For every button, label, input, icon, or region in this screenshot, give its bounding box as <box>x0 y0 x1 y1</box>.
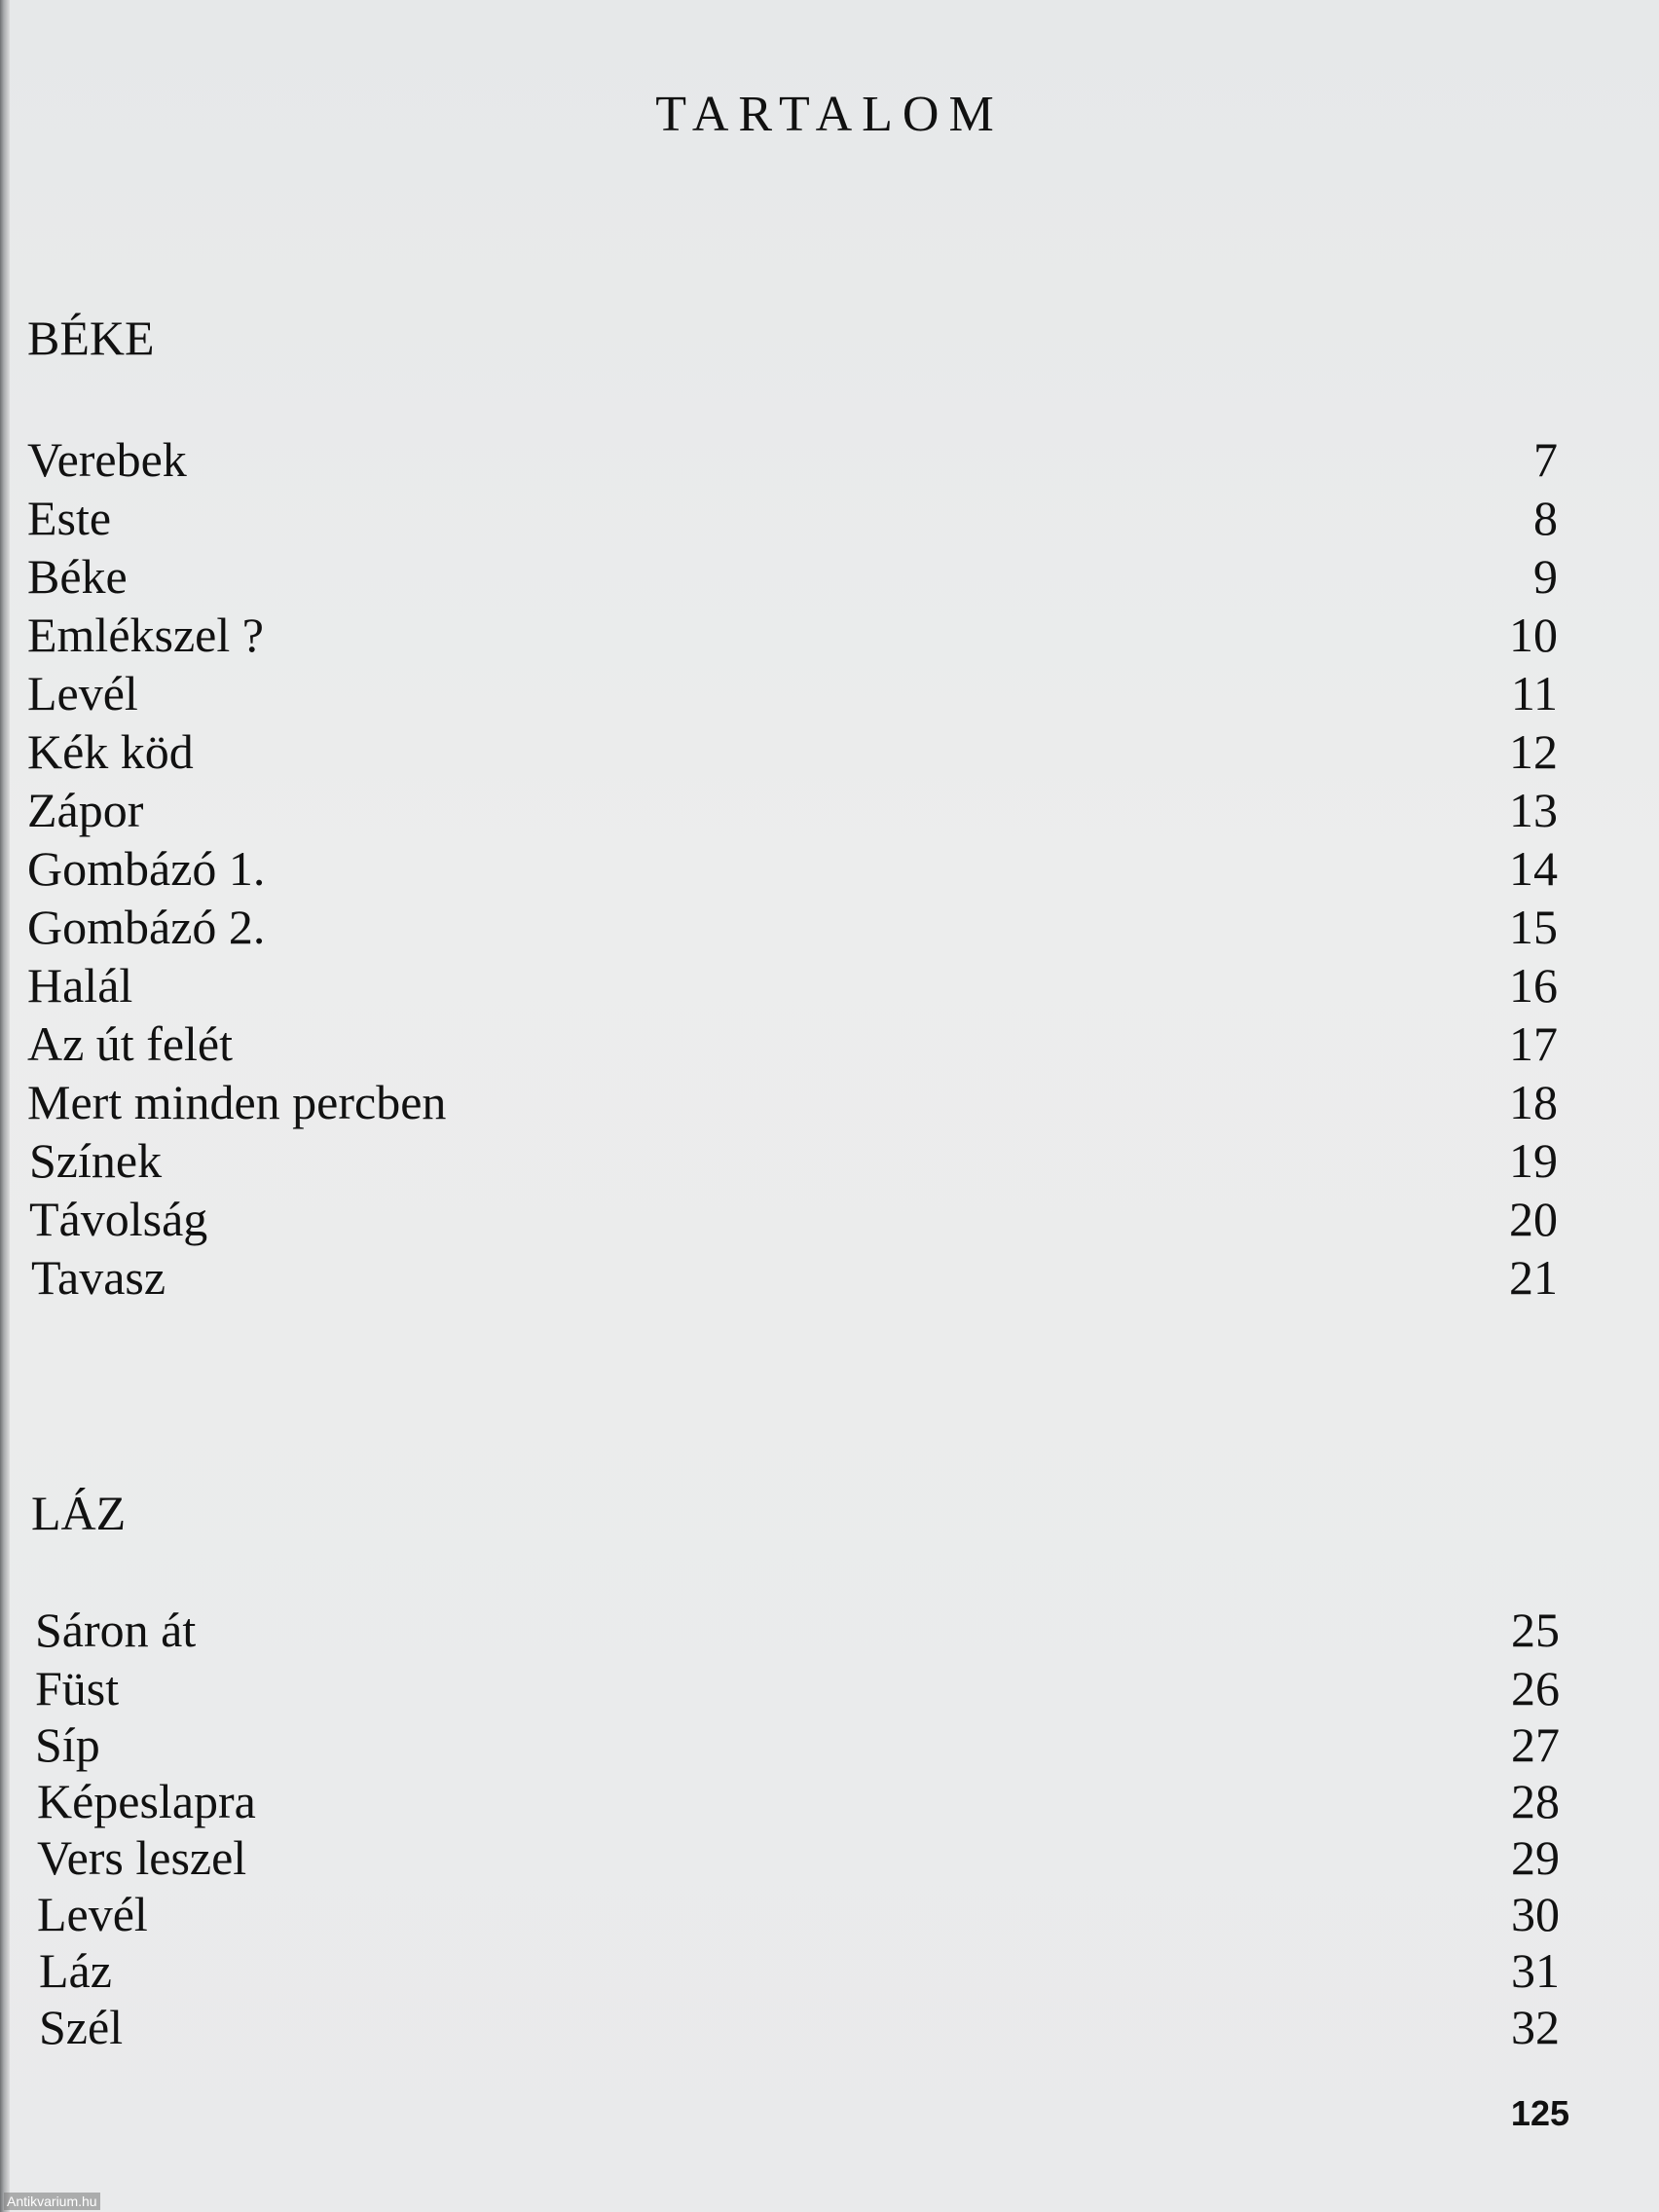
toc-entry-page: 29 <box>1511 1830 1560 1885</box>
toc-entry-title: Színek <box>29 1133 163 1188</box>
page-edge <box>0 0 10 2212</box>
toc-entry <box>27 839 1558 898</box>
toc-entry-page: 13 <box>1509 783 1558 837</box>
toc-entry <box>35 1659 1560 1717</box>
toc-entry-page: 21 <box>1509 1250 1558 1305</box>
toc-entry <box>27 547 1558 606</box>
toc-entry-page: 32 <box>1511 2000 1560 2054</box>
toc-entry-page: 12 <box>1509 724 1558 779</box>
toc-entry-title: Szél <box>39 2000 124 2054</box>
toc-entry <box>27 1014 1558 1073</box>
toc-entry <box>27 606 1558 664</box>
toc-entry <box>39 1998 1560 2056</box>
toc-entry-title: Sáron át <box>35 1603 197 1657</box>
toc-entry-page: 14 <box>1509 841 1558 896</box>
toc-entry <box>37 1828 1560 1887</box>
toc-entry-page: 27 <box>1511 1717 1560 1772</box>
toc-entry-title: Láz <box>39 1943 112 1998</box>
toc-entry-title: Este <box>27 491 112 545</box>
toc-entry-title: Béke <box>27 549 128 604</box>
toc-entry-page: 8 <box>1533 491 1558 545</box>
toc-entry <box>37 1885 1560 1943</box>
toc-entry-page: 20 <box>1509 1192 1558 1246</box>
toc-entry-page: 31 <box>1511 1943 1560 1998</box>
toc-entry-page: 26 <box>1511 1661 1560 1715</box>
toc-entry <box>35 1715 1560 1774</box>
toc-entry-title: Emlékszel ? <box>27 608 264 662</box>
toc-entry-title: Füst <box>35 1661 120 1715</box>
toc-entry <box>27 781 1558 839</box>
toc-entry-title: Kék köd <box>27 724 194 779</box>
toc-entry <box>27 664 1558 722</box>
toc-entry-page: 15 <box>1509 900 1558 954</box>
toc-entry-title: Az út felét <box>27 1016 234 1071</box>
toc-entry-page: 19 <box>1509 1133 1558 1188</box>
toc-entry-page: 25 <box>1511 1603 1560 1657</box>
section-heading-laz: LÁZ <box>31 1486 127 1540</box>
toc-entry-page: 7 <box>1533 432 1558 487</box>
toc-entry-page: 9 <box>1533 549 1558 604</box>
toc-entry <box>27 956 1558 1014</box>
toc-entry-title: Síp <box>35 1717 100 1772</box>
toc-entry-title: Zápor <box>27 783 144 837</box>
page-number: 125 <box>1510 2093 1569 2133</box>
toc-entry-page: 28 <box>1511 1774 1560 1828</box>
toc-entry <box>39 1941 1560 2000</box>
toc-entry-page: 10 <box>1509 608 1558 662</box>
toc-entry <box>27 489 1558 547</box>
toc-entry-title: Tavasz <box>31 1250 166 1305</box>
toc-entry <box>27 722 1558 781</box>
toc-entry-title: Levél <box>37 1887 148 1941</box>
toc-entry-title: Gombázó 2. <box>27 900 266 954</box>
toc-entry-page: 17 <box>1509 1016 1558 1071</box>
toc-entry <box>37 1772 1560 1830</box>
toc-entry-title: Vers leszel <box>37 1830 247 1885</box>
toc-entry-page: 18 <box>1509 1075 1558 1129</box>
page-title: TARTALOM <box>655 87 1004 142</box>
toc-entry-title: Levél <box>27 666 138 720</box>
section-heading-beke: BÉKE <box>27 311 155 365</box>
toc-entry <box>29 1131 1558 1190</box>
toc-entry-page: 11 <box>1510 666 1558 720</box>
toc-entry <box>29 1190 1558 1248</box>
toc-entry-title: Képeslapra <box>37 1774 256 1828</box>
toc-entry-page: 30 <box>1511 1887 1560 1941</box>
toc-entry <box>31 1248 1558 1307</box>
toc-entry-title: Gombázó 1. <box>27 841 266 896</box>
toc-entry-title: Halál <box>27 958 133 1013</box>
toc-entry-title: Verebek <box>27 432 187 487</box>
toc-entry <box>27 898 1558 956</box>
toc-entry-title: Mert minden percben <box>27 1075 447 1129</box>
toc-entry <box>27 430 1558 489</box>
watermark-label: Antikvarium.hu <box>4 2193 100 2210</box>
toc-entry <box>35 1601 1560 1659</box>
toc-entry <box>27 1073 1558 1131</box>
toc-entry-page: 16 <box>1509 958 1558 1013</box>
toc-entry-title: Távolság <box>29 1192 208 1246</box>
